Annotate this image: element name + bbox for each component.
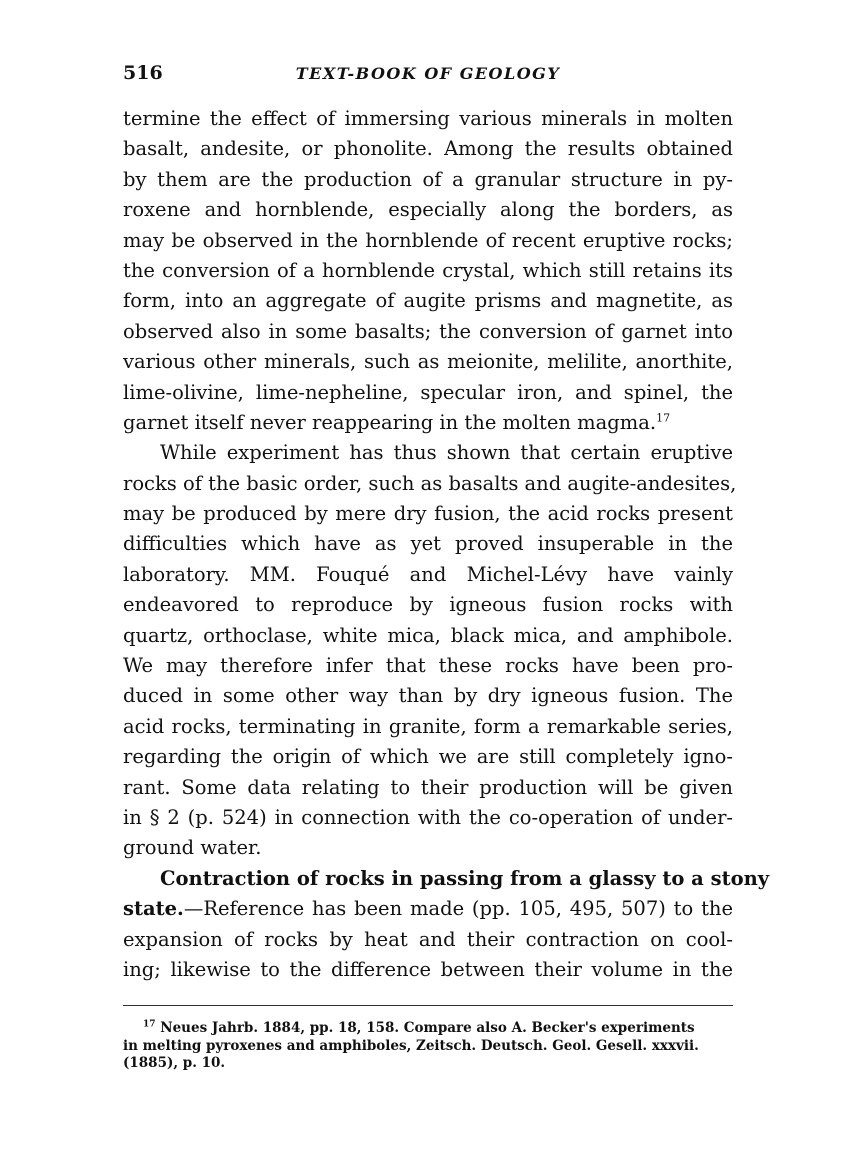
paragraph-3 [123, 864, 770, 986]
text-line: regarding the origin of which we are still completely igno- [123, 745, 733, 769]
text-line [123, 894, 733, 924]
text-line: acid rocks, terminating in granite, form a remarkable series, [123, 714, 733, 738]
text-line: rocks of the basic order, such as basalts and augite-andesites, [123, 471, 737, 495]
paragraph-2 [123, 438, 737, 863]
text-line: form, into an aggregate of augite prisms and magnetite, as [123, 289, 733, 313]
text-line: duced in some other way than by dry igneous fusion. The [123, 684, 733, 708]
footnote-divider [123, 1005, 733, 1006]
text-line: the conversion of a hornblende crystal, which still retains its [123, 258, 733, 282]
text-line: endeavored to reproduce by igneous fusion rocks with [123, 593, 733, 617]
footnote-line: (1885), p. 10. [123, 1055, 226, 1071]
text-line: While experiment has thus shown that certain eruptive [160, 441, 733, 465]
footnote-mark: 17 [143, 1019, 156, 1030]
text-line: expansion of rocks by heat and their contraction on cool- [123, 927, 733, 951]
text-line: roxene and hornblende, especially along the borders, as [123, 198, 733, 222]
footnote-line [123, 1020, 733, 1038]
text-line: in § 2 (p. 524) in connection with the co-operation of under- [123, 805, 733, 829]
footnote [123, 1020, 733, 1073]
page-number: 516 [123, 62, 163, 84]
text-line: may be observed in the hornblende of recent eruptive rocks; [123, 228, 733, 252]
text-line: lime-olivine, lime-nepheline, specular iron, and spinel, the [123, 380, 733, 404]
text-line-content: —Reference has been made (pp. 105, 495, 507) to the [183, 897, 733, 921]
text-line: rant. Some data relating to their production will be given [123, 775, 733, 799]
text-line: difficulties which have as yet proved insuperable in the [123, 532, 733, 556]
text-line-last [123, 408, 733, 438]
text-line: various other minerals, such as meionite, melilite, anorthite, [123, 350, 733, 374]
running-title: TEXT-BOOK OF GEOLOGY [295, 64, 561, 83]
text-line: laboratory. MM. Fouqué and Michel-Lévy have vainly [123, 562, 733, 586]
text-line: basalt, andesite, or phonolite. Among the results obtained [123, 137, 733, 161]
section-lead-end: state. [123, 897, 184, 921]
body-text [123, 104, 770, 985]
section-lead-heading: Contraction of rocks in passing from a glassy to a stony [160, 866, 770, 890]
paragraph-1 [123, 104, 733, 438]
text-line: observed also in some basalts; the conversion of garnet into [123, 319, 733, 343]
text-line: We may therefore infer that these rocks have been pro- [123, 654, 733, 678]
text-line: by them are the production of a granular structure in py- [123, 167, 733, 191]
text-line-last: ground water. [123, 836, 262, 860]
page-header [123, 62, 733, 90]
text-line: termine the effect of immersing various minerals in molten [123, 107, 733, 130]
text-line: may be produced by mere dry fusion, the acid rocks present [123, 502, 733, 526]
footnote-line: in melting pyroxenes and amphiboles, Zeitsch. Deutsch. Geol. Gesell. xxxvii. [123, 1037, 699, 1054]
text-line: ing; likewise to the difference between their volume in the [123, 957, 733, 981]
footnote-reference: 17 [656, 411, 671, 425]
footnote-text: Neues Jahrb. 1884, pp. 18, 158. Compare also A. Becker's experiments [160, 1020, 695, 1036]
text-line: quartz, orthoclase, white mica, black mica, and amphibole. [123, 623, 733, 647]
text-line-content: garnet itself never reappearing in the molten magma. [123, 410, 657, 434]
